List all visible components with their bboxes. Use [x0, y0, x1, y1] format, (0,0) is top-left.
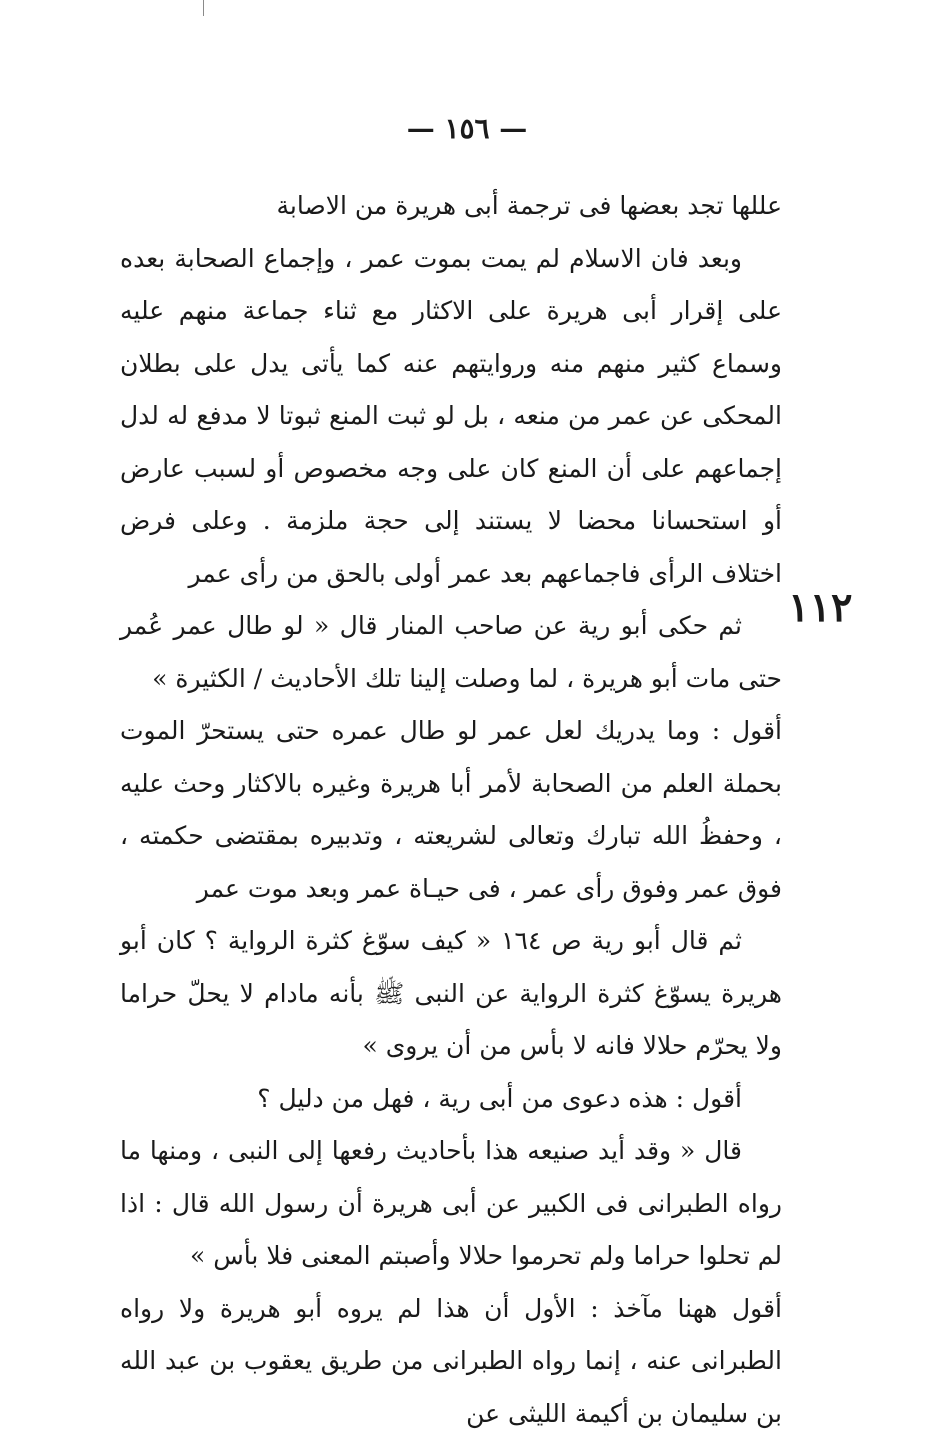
paragraph-consensus: وبعد فان الاسلام لم يمت بموت عمر ، وإجماع الصحابة بعده على إقرار أبى هريرة على الاكثار مع ثناء جماعة منهم عليه وسماع كثير منهم منه وروايتهم عنه كما يأتى يدل على بطلان المحكى عن عمر من منعه ، بل لو ثبت المنع ثبوتا لا مدفع له لدل إجماعهم على أن المنع كان على وجه مخصوص أو لسبب عارض أو استحسانا محضا لا يستند إلى حجة ملزمة . وعلى فرض اختلاف الرأى فاجماعهم بعد عمر أولى بالحق من رأى عمر: [120, 233, 782, 601]
margin-page-reference: ١١٢: [788, 584, 852, 631]
paragraph-quote-tabarani: قال « وقد أيد صنيعه هذا بأحاديث رفعها إلى النبى ، ومنها ما رواه الطبرانى فى الكبير عن أبى هريرة أن رسول الله قال : اذا لم تحلوا حراما ولم تحرموا حلالا وأصبتم المعنى فلا بأس »: [120, 1125, 782, 1283]
page-number: — ١٥٦ —: [0, 112, 934, 145]
paragraph-reply-1: أقول : وما يدريك لعل عمر لو طال عمره حتى يستحرّ الموت بحملة العلم من الصحابة لأمر أبا هريرة وغيره بالاكثار وحث عليه ، وحفظُ الله تبارك وتعالى لشريعته ، وتدبيره بمقتضى حكمته ، فوق عمر وفوق رأى عمر ، فى حيـاة عمر وبعد موت عمر: [120, 705, 782, 915]
scan-mark: [203, 0, 204, 16]
paragraph-continuation: عللها تجد بعضها فى ترجمة أبى هريرة من الاصابة: [120, 180, 782, 233]
paragraph-reply-2: أقول : هذه دعوى من أبى رية ، فهل من دليل ؟: [120, 1073, 782, 1126]
body-text: [120, 180, 782, 1440]
paragraph-quote-abu-rayya: ثم قال أبو رية ص ١٦٤ « كيف سوّغ كثرة الرواية ؟ كان أبو هريرة يسوّغ كثرة الرواية عن النبى ﷺ بأنه مادام لا يحلّ حراما ولا يحرّم حلالا فانه لا بأس من أن يروى »: [120, 915, 782, 1073]
paragraph-quote-manar: ثم حكى أبو رية عن صاحب المنار قال « لو طال عمر عُمر حتى مات أبو هريرة ، لما وصلت إلينا تلك الأحاديث / الكثيرة »: [120, 600, 782, 705]
paragraph-reply-3: أقول ههنا مآخذ : الأول أن هذا لم يروه أبو هريرة ولا رواه الطبرانى عنه ، إنما رواه الطبرانى من طريق يعقوب بن عبد الله بن سليمان بن أكيمة الليثى عن: [120, 1283, 782, 1440]
